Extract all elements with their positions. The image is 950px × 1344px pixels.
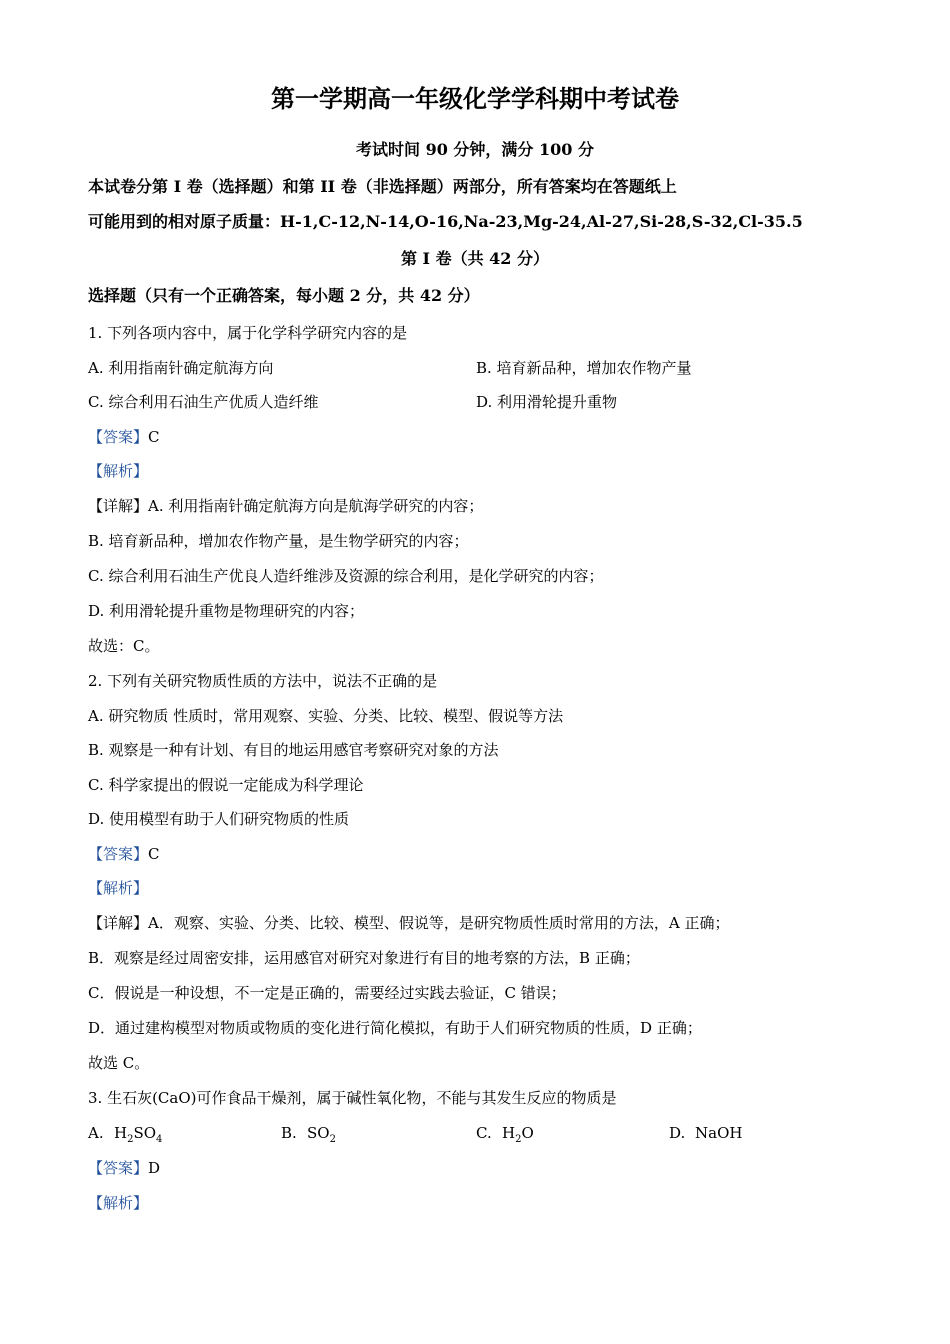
q2-detail-text-1: A．观察、实验、分类、比较、模型、假说等，是研究物质性质时常用的方法，A 正确； xyxy=(148,914,730,932)
formula-part: NaOH xyxy=(695,1124,743,1142)
q1-option-b: B. 培育新品种，增加农作物产量 xyxy=(476,359,692,377)
page-title: 第一学期高一年级化学学科期中考试卷 xyxy=(271,84,679,113)
q2-analysis-tag xyxy=(88,878,148,898)
q2-stem: 2. 下列有关研究物质性质的方法中，说法不正确的是 xyxy=(88,672,438,690)
answer-tag: 【答案】 xyxy=(88,428,149,446)
detail-tag: 【详解】 xyxy=(88,497,149,515)
option-key: B. xyxy=(281,1124,297,1142)
detail-tag: 【详解】 xyxy=(88,914,149,932)
q2-option-b: B. 观察是一种有计划、有目的地运用感官考察研究对象的方法 xyxy=(88,741,499,759)
q1-detail-4: D. 利用滑轮提升重物是物理研究的内容； xyxy=(88,602,365,620)
q1-detail-text-1: A. 利用指南针确定航海方向是航海学研究的内容； xyxy=(148,497,484,515)
option-key: D. xyxy=(669,1124,686,1142)
q3-answer-value: D xyxy=(148,1159,161,1177)
formula-part: O xyxy=(521,1124,534,1142)
q2-option-c: C. 科学家提出的假说一定能成为科学理论 xyxy=(88,776,364,794)
q1-stem: 1. 下列各项内容中，属于化学科学研究内容的是 xyxy=(88,324,408,342)
part-one-heading: 第 I 卷（共 42 分） xyxy=(400,249,550,268)
subscript: 2 xyxy=(515,1134,522,1145)
q1-option-d: D. 利用滑轮提升重物 xyxy=(476,393,618,411)
subscript: 2 xyxy=(329,1134,336,1145)
q3-option-b xyxy=(281,1123,336,1150)
q3-analysis-tag xyxy=(88,1193,148,1213)
q2-conclusion: 故选 C。 xyxy=(88,1054,150,1072)
q2-answer xyxy=(88,844,160,864)
q1-detail-3: C. 综合利用石油生产优良人造纤维涉及资源的综合利用，是化学研究的内容； xyxy=(88,567,604,585)
formula-part: H xyxy=(114,1124,128,1142)
q3-answer xyxy=(88,1158,160,1178)
q1-answer-value: C xyxy=(148,428,160,446)
section-heading: 选择题（只有一个正确答案，每小题 2 分，共 42 分） xyxy=(88,286,480,305)
exam-intro: 本试卷分第 I 卷（选择题）和第 II 卷（非选择题）两部分，所有答案均在答题纸上 xyxy=(88,177,677,196)
q3-option-a xyxy=(88,1123,162,1150)
analysis-tag: 【解析】 xyxy=(88,879,149,897)
analysis-tag: 【解析】 xyxy=(88,462,149,480)
q3-option-c xyxy=(476,1123,534,1150)
q1-detail-1 xyxy=(88,496,483,516)
q2-option-d: D. 使用模型有助于人们研究物质的性质 xyxy=(88,810,350,828)
q1-analysis-tag xyxy=(88,461,148,481)
formula-part: H xyxy=(502,1124,516,1142)
q3-stem: 3. 生石灰(CaO)可作食品干燥剂，属于碱性氧化物，不能与其发生反应的物质是 xyxy=(88,1089,617,1107)
q2-detail-3: C．假说是一种设想，不一定是正确的，需要经过实践去验证，C 错误； xyxy=(88,984,566,1002)
q2-option-a: A. 研究物质 性质时，常用观察、实验、分类、比较、模型、假说等方法 xyxy=(88,707,564,725)
q1-answer xyxy=(88,427,160,447)
formula-part: SO xyxy=(307,1124,330,1142)
subscript: 4 xyxy=(156,1134,163,1145)
q1-detail-2: B. 培育新品种，增加农作物产量，是生物学研究的内容； xyxy=(88,532,469,550)
q2-detail-4: D．通过建构模型对物质或物质的变化进行简化模拟，有助于人们研究物质的性质，D 正确； xyxy=(88,1019,702,1037)
formula-part: SO xyxy=(133,1124,157,1142)
q1-option-c: C. 综合利用石油生产优质人造纤维 xyxy=(88,393,319,411)
option-key: A. xyxy=(88,1124,104,1142)
answer-tag: 【答案】 xyxy=(88,845,149,863)
q2-detail-1 xyxy=(88,913,729,933)
q1-conclusion: 故选：C。 xyxy=(88,637,160,655)
exam-info: 考试时间 90 分钟，满分 100 分 xyxy=(356,140,594,159)
subscript: 2 xyxy=(127,1134,134,1145)
q1-option-a: A. 利用指南针确定航海方向 xyxy=(88,359,274,377)
atomic-masses: 可能用到的相对原子质量：H-1,C-12,N-14,O-16,Na-23,Mg-24,Al-27,Si-28,S-32,Cl-35.5 xyxy=(88,212,803,231)
q2-detail-2: B．观察是经过周密安排，运用感官对研究对象进行有目的地考察的方法，B 正确； xyxy=(88,949,640,967)
q2-answer-value: C xyxy=(148,845,160,863)
answer-tag: 【答案】 xyxy=(88,1159,149,1177)
option-key: C. xyxy=(476,1124,492,1142)
q3-option-d xyxy=(669,1123,742,1143)
analysis-tag: 【解析】 xyxy=(88,1194,149,1212)
